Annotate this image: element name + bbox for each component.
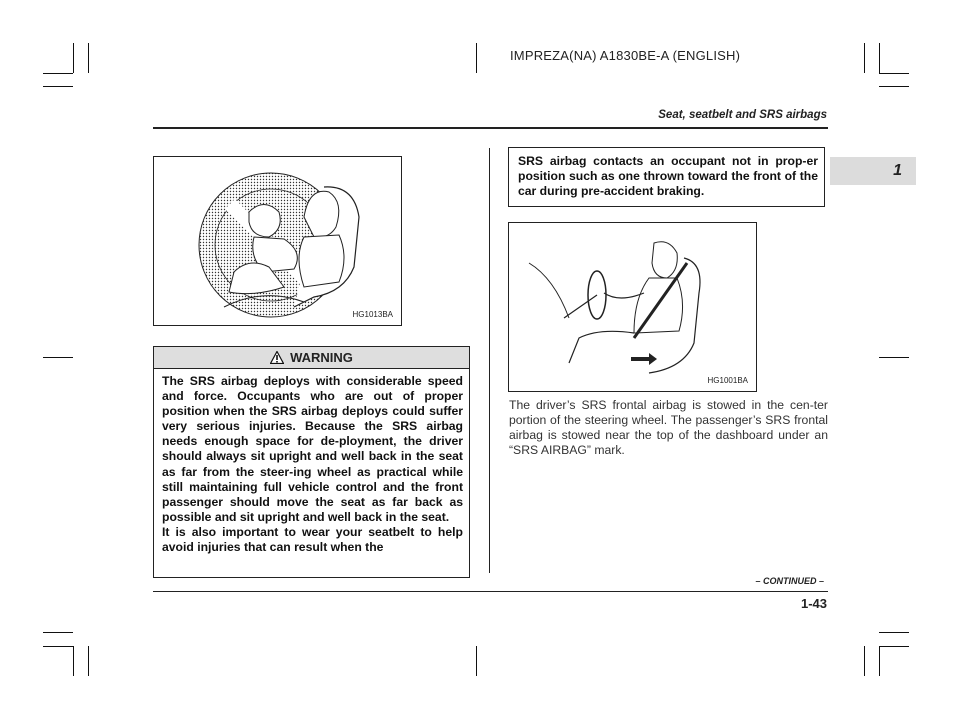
- crop-mark: [88, 43, 89, 73]
- crop-mark: [43, 73, 73, 74]
- crop-mark: [879, 43, 880, 73]
- header-rule: [153, 127, 828, 129]
- warning-header: [154, 347, 469, 369]
- crop-mark: [43, 86, 73, 87]
- crop-mark: [879, 646, 880, 676]
- airbag-illustration-prohibited: [154, 157, 401, 325]
- crop-mark: [879, 73, 909, 74]
- section-title: Seat, seatbelt and SRS airbags: [658, 109, 827, 121]
- crop-mark: [864, 646, 865, 676]
- crop-mark: [879, 357, 909, 358]
- crop-mark: [879, 86, 909, 87]
- figure-driver-position: [508, 222, 757, 392]
- figure-out-of-position-child: [153, 156, 402, 326]
- crop-mark: [43, 646, 73, 647]
- warning-paragraph: It is also important to wear your seatbelt to help avoid injuries that can result when the: [162, 524, 463, 555]
- figure-code: HG1013BA: [352, 310, 393, 319]
- continued-label: – CONTINUED –: [755, 576, 824, 586]
- crop-mark: [476, 646, 477, 676]
- document-id: IMPREZA(NA) A1830BE-A (ENGLISH): [510, 48, 741, 63]
- warning-body: [154, 369, 469, 574]
- crop-mark: [43, 357, 73, 358]
- warning-box: [153, 346, 470, 578]
- warning-paragraph: The SRS airbag deploys with considerable speed and force. Occupants who are out of proper position when the SRS airbag deploys could suffer very serious injuries. Because the SRS airbag needs enough space for de-ployment, the driver should always sit upright and well back in the seat as far from the steer-ing wheel as practical while still maintaining full vehicle control and the front passenger should move the seat as far back as possible and sit upright and well back in the seat.: [162, 374, 463, 524]
- warning-triangle-icon: [270, 351, 284, 364]
- driver-illustration: [509, 223, 756, 391]
- warning-title: WARNING: [290, 350, 353, 365]
- crop-mark: [879, 646, 909, 647]
- chapter-tab: 1: [830, 157, 916, 185]
- crop-mark: [73, 646, 74, 676]
- crop-mark: [43, 632, 73, 633]
- srs-note-box: SRS airbag contacts an occupant not in prop-er position such as one thrown toward the front of the car during pre-accident braking.: [508, 147, 825, 207]
- figure-code: HG1001BA: [707, 376, 748, 385]
- crop-mark: [879, 632, 909, 633]
- footer-rule: [153, 591, 828, 592]
- crop-mark: [476, 43, 477, 73]
- crop-mark: [864, 43, 865, 73]
- crop-mark: [88, 646, 89, 676]
- body-paragraph: The driver’s SRS frontal airbag is stowed in the cen-ter portion of the steering wheel. The passenger’s SRS frontal airbag is stowed near the top of the dashboard under an “SRS AIRBAG” mark.: [509, 398, 828, 458]
- page-number: 1-43: [800, 596, 827, 611]
- column-divider: [489, 148, 490, 573]
- crop-mark: [73, 43, 74, 73]
